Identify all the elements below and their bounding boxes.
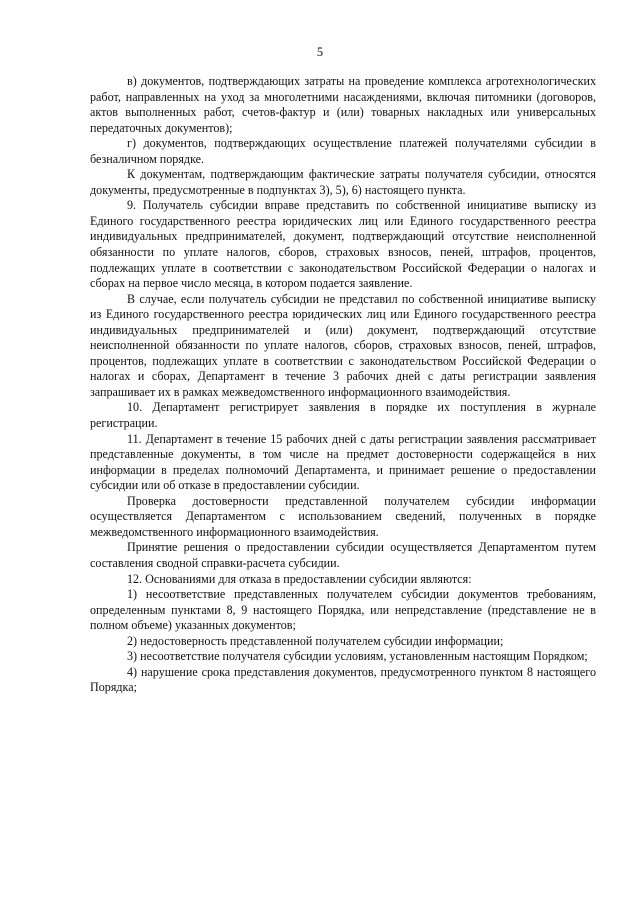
paragraph-item-12: 12. Основаниями для отказа в предоставлении субсидии являются: [127,571,472,586]
paragraph-item-11: 11. Департамент в течение 15 рабочих дней с даты регистрации заявления рассматривает представленные документы, в том числе на предмет достоверности содержащейся в них информации в пределах полномочий Департамента, и принимает решение о предоставлении субсидии или об отказе в предоставлении субсидии. [90,431,596,493]
paragraph-item-9-interagency-request: В случае, если получатель субсидии не представил по собственной инициативе выписку из Единого государственного реестра юридических лиц или Единого государственного реестра индивидуальных предпринимателей и (или) документ, подтверждающий отсутствие неисполненной обязанности по уплате налогов, сборов, страховых взносов, пеней, штрафов, процентов, подлежащих уплате в соответствии с законодательством Российской Федерации о налогах и сборах, Департамент в течение 3 рабочих дней с даты регистрации заявления запрашивает их в рамках межведомственного информационного взаимодействия. [90,291,596,399]
paragraph-refusal-ground-3: 3) несоответствие получателя субсидии условиям, установленным настоящим Порядком; [127,649,588,664]
paragraph-verification: Проверка достоверности представленной получателем субсидии информации осуществляется Департаментом с использованием сведений, полученных в порядке межведомственного информационного взаимодействия. [90,493,596,539]
paragraph-refusal-ground-4: 4) нарушение срока представления документов, предусмотренного пунктом 8 настоящего Порядка; [90,664,596,695]
paragraph-refusal-ground-1: 1) несоответствие представленных получателем субсидии документов требованиям, определенным пунктами 8, 9 настоящего Порядка, или непредставление (представление не в полном объеме) указанных документов; [90,587,596,633]
paragraph-item-9: 9. Получатель субсидии вправе представить по собственной инициативе выписку из Единого государственного реестра юридических лиц или Единого государственного реестра индивидуальных предпринимателей, документ, подтверждающий отсутствие неисполненной обязанности по уплате налогов, сборов, страховых взносов, пеней, штрафов, процентов, подлежащих уплате в соответствии с законодательством Российской Федерации о налогах и сборах на первое число месяца, в котором подается заявление. [90,198,596,291]
paragraph-refusal-ground-2: 2) недостоверность представленной получателем субсидии информации; [127,633,504,648]
paragraph-item-10: 10. Департамент регистрирует заявления в порядке их поступления в журнале регистрации. [90,400,596,431]
document-body [90,74,596,696]
page-number: 5 [316,45,324,59]
paragraph-decision: Принятие решения о предоставлении субсидии осуществляется Департаментом путем составления сводной справки-расчета субсидии. [90,540,596,570]
paragraph-subitem-v: в) документов, подтверждающих затраты на проведение комплекса агротехнологических работ, направленных на уход за многолетними насаждениями, включая питомники (договоров, актов выполненных работ, счетов-фактур и (или) товарных накладных или универсальных передаточных документов); [90,74,596,135]
paragraph-subitem-g: г) документов, подтверждающих осуществление платежей получателями субсидии в безналичном порядке. [90,136,596,166]
paragraph-actual-costs-documents: К документам, подтверждающим фактические затраты получателя субсидии, относятся документы, предусмотренные в подпунктах 3), 5), 6) настоящего пункта. [90,167,596,197]
